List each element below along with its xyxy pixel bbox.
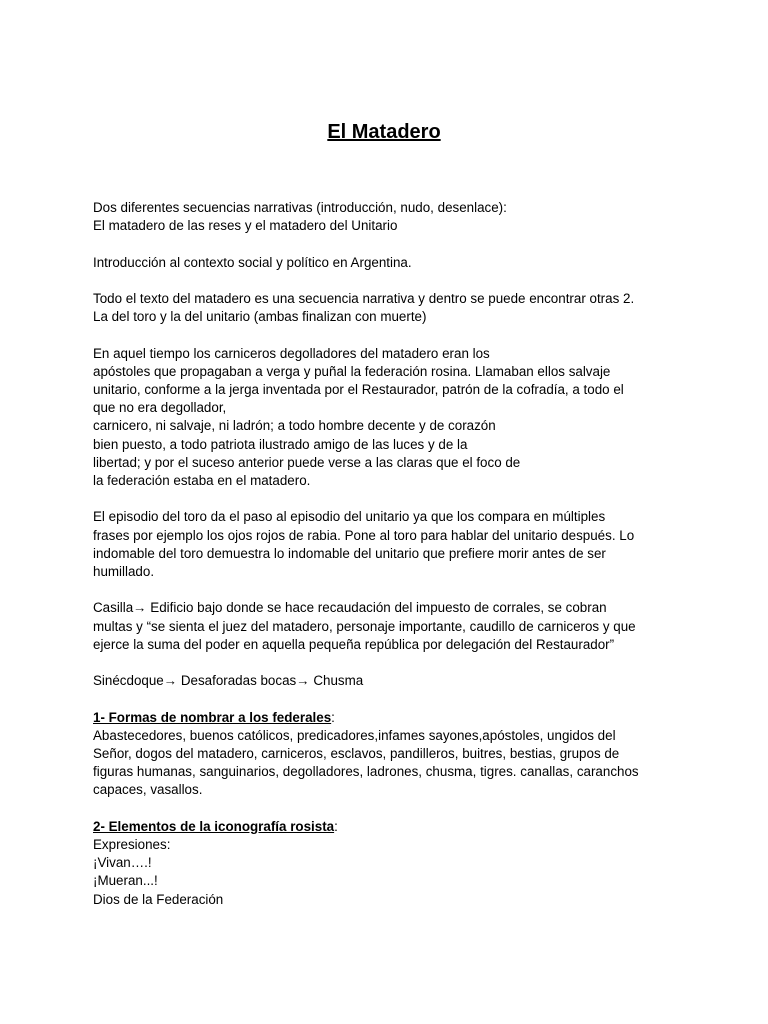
section-line: figuras humanas, sanguinarios, degolladores, ladrones, chusma, tigres. canallas, caranchos [93,764,639,780]
section-line: Abastecedores, buenos católicos, predicadores,infames sayones,apóstoles, ungidos del [93,727,616,743]
paragraph-casilla [93,599,713,654]
paragraph-line: El matadero de las reses y el matadero del Unitario [93,218,398,234]
paragraph-line: humillado. [93,564,155,579]
section-line: ¡Vivan….! [93,855,152,871]
paragraph-line: En aquel tiempo los carniceros degolladores del matadero eran los [93,345,490,361]
paragraph-line: libertad; y por el suceso anterior puede verse a las claras que el foco de [93,454,521,470]
paragraph-line: ejerce la suma del poder en aquella pequeña república por delegación del Restaurador” [93,636,615,652]
paragraph-line: Introducción al contexto social y político en Argentina. [93,254,412,270]
paragraph-line: la federación estaba en el matadero. [93,473,311,488]
paragraph-line: bien puesto, a todo patriota ilustrado amigo de las luces y de la [93,436,468,452]
paragraph-episodio-toro [93,508,713,581]
section-iconografia [93,818,713,909]
paragraph-line: Sinécdoque→ Desaforadas bocas→ Chusma [93,673,364,689]
paragraph-line: unitario, conforme a la jerga inventada por el Restaurador, patrón de la cofradía, a todo el [93,381,624,397]
section-line: Expresiones: [93,836,171,852]
section-heading-label: 2- Elementos de la iconografía rosista [93,818,335,834]
document-body [93,199,713,927]
section-line: Dios de la Federación [93,891,224,907]
section-heading [93,818,713,836]
section-heading [93,709,713,727]
paragraph-line: El episodio del toro da el paso al episodio del unitario ya que los compara en múltiples [93,509,606,525]
section-line: capaces, vasallos. [93,782,203,798]
paragraph-narrative-sequences [93,199,713,235]
paragraph-line: multas y “se sienta el juez del matadero, personaje importante, caudillo de carniceros y que [93,618,636,634]
paragraph-line: frases por ejemplo los ojos rojos de rabia. Pone al toro para hablar del unitario después. Lo [93,527,635,543]
section-heading-colon: : [331,709,335,725]
section-heading-colon: : [334,818,338,834]
section-line: Señor, dogos del matadero, carniceros, esclavos, pandilleros, buitres, bestias, grupos de [93,745,620,761]
paragraph-quote-carniceros [93,345,713,491]
paragraph-introduction [93,254,713,272]
paragraph-line: indomable del toro demuestra lo indomable del unitario que prefiere morir antes de ser [93,545,606,561]
section-heading-label: 1- Formas de nombrar a los federales [93,709,332,725]
paragraph-line: que no era degollador, [93,400,227,416]
section-formas-nombrar [93,709,713,800]
paragraph-sinecdoque [93,672,713,690]
paragraph-line: Casilla→ Edificio bajo donde se hace recaudación del impuesto de corrales, se cobran [93,600,607,616]
paragraph-line: La del toro y la del unitario (ambas finalizan con muerte) [93,309,427,325]
paragraph-line: Todo el texto del matadero es una secuencia narrativa y dentro se puede encontrar otras 2. [93,290,635,306]
document-title: El Matadero [327,121,441,143]
paragraph-line: Dos diferentes secuencias narrativas (introducción, nudo, desenlace): [93,200,507,215]
paragraph-line: carnicero, ni salvaje, ni ladrón; a todo hombre decente y de corazón [93,418,496,434]
paragraph-sequence [93,290,713,326]
paragraph-line: apóstoles que propagaban a verga y puñal la federación rosina. Llamaban ellos salvaje [93,363,611,379]
section-line: ¡Mueran...! [93,873,158,889]
